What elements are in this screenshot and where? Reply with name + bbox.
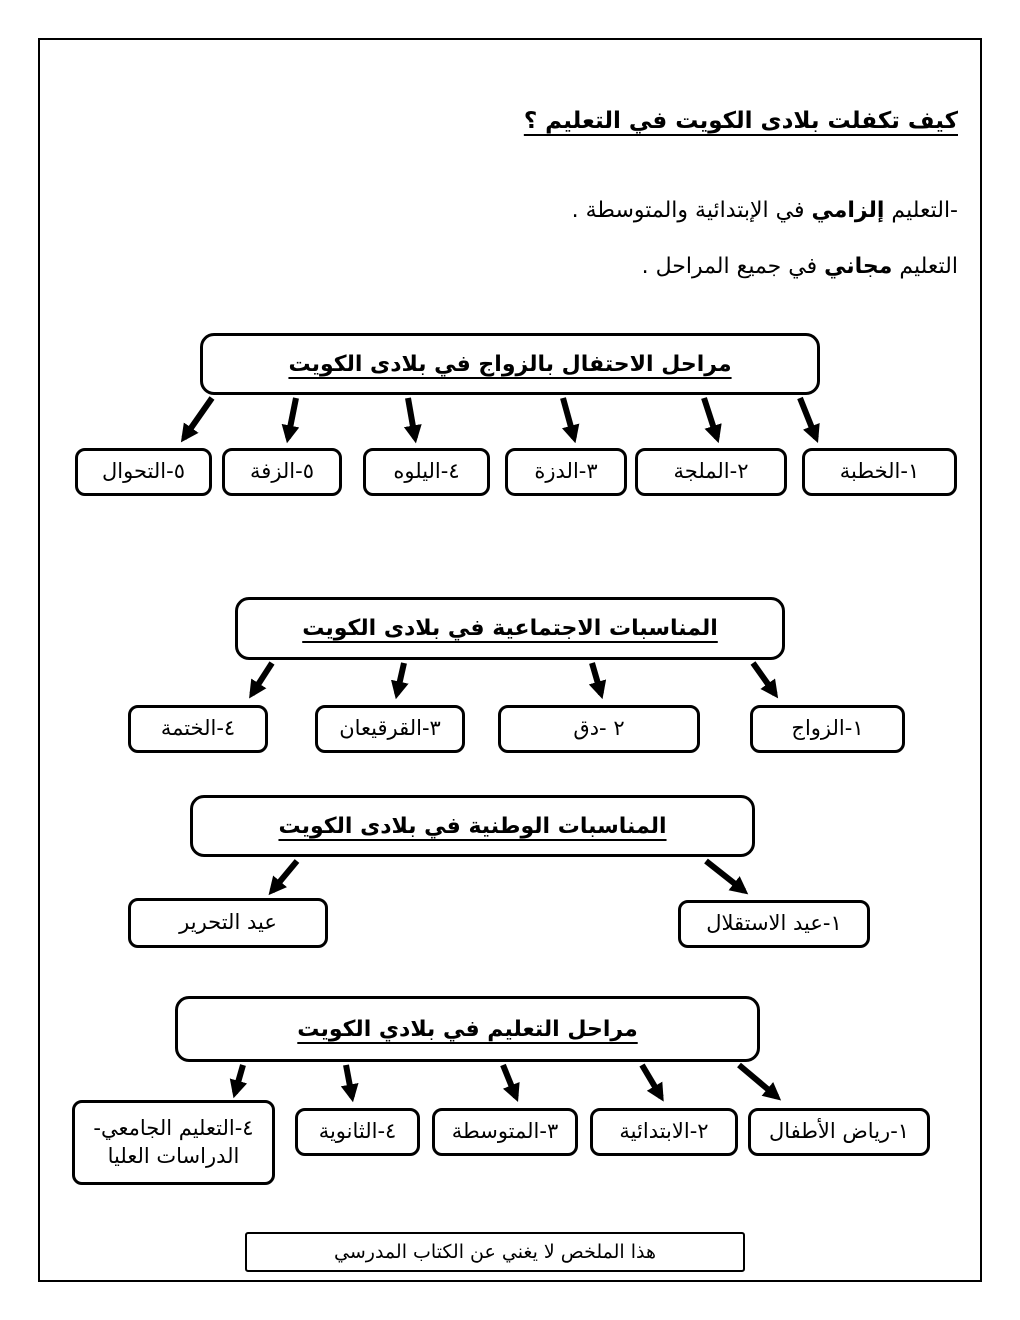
d2-node-3: ٣-القرقيعان [315,705,465,753]
intro-line2-post: في جميع المراحل . [641,254,825,279]
arrow-down [753,663,775,694]
arrow-down [397,663,404,694]
arrow-down [235,1065,243,1093]
d1-node-2: ٢-الملجة [635,448,787,496]
d4-node-3: ٣-المتوسطة [432,1108,578,1156]
d4-node-2: ٢-الابتدائية [590,1108,738,1156]
arrow-down [563,398,574,438]
arrow-down [800,398,816,438]
footer-note: هذا الملخص لا يغني عن الكتاب المدرسي [334,1241,656,1263]
d1-title: مراحل الاحتفال بالزواج في بلادى الكويت [288,351,732,377]
d1-node-1: ١-الخطبة [802,448,957,496]
arrow-down [739,1065,777,1097]
intro-line1-post: في الإبتدائية والمتوسطة . [571,198,812,223]
arrow-down [288,398,296,438]
arrow-down [592,663,601,694]
d2-arrows [252,663,775,694]
arrow-down [503,1065,516,1097]
page-title: كيف تكفلت بلادى الكويت في التعليم ؟ [523,108,958,134]
d4-node-5: ٤-التعليم الجامعي- الدراسات العليا [72,1100,275,1185]
d4-title: مراحل التعليم في بلادي الكويت [297,1016,638,1042]
d1-node-3: ٣-الدزة [505,448,627,496]
d2-node-1: ١-الزواج [750,705,905,753]
d1-node-6: ٥-التحوال [75,448,212,496]
d2-title-box [235,597,785,660]
intro-line2-pre: التعليم [892,254,958,279]
arrow-down [252,663,272,694]
d4-node-1: ١-رياض الأطفال [748,1108,930,1156]
intro-line2-bold: مجاني [824,254,893,279]
d2-node-4: ٤-الختمة [128,705,268,753]
d3-title: المناسبات الوطنية في بلادى الكويت [278,813,667,839]
d3-title-box [190,795,755,857]
arrow-down [642,1065,661,1097]
arrow-down [346,1065,352,1097]
d3-arrows [272,861,744,891]
intro-line-compulsory [572,198,958,223]
d1-node-4: ٤-اليلوه [363,448,490,496]
d4-arrows [235,1065,777,1097]
d1-node-5: ٥-الزفة [222,448,342,496]
d2-node-2: ٢ -دق [498,705,700,753]
d4-node-4: ٤-الثانوية [295,1108,420,1156]
d1-arrows [184,398,816,438]
d4-title-box [175,996,760,1062]
arrow-down [184,398,212,438]
intro-line-free [642,254,958,279]
arrow-down [706,861,744,891]
arrow-down [272,861,297,891]
d3-node-1: ١-عيد الاستقلال [678,900,870,948]
d1-title-box [200,333,820,395]
arrow-down [704,398,717,438]
d2-title: المناسبات الاجتماعية في بلادى الكويت [302,616,718,641]
intro-line1-bold: إلزامي [811,198,885,223]
arrow-down [408,398,415,438]
footer-note-box [245,1232,745,1272]
d3-node-2: عيد التحرير [128,898,328,948]
intro-line1-pre: -التعليم [884,198,958,223]
